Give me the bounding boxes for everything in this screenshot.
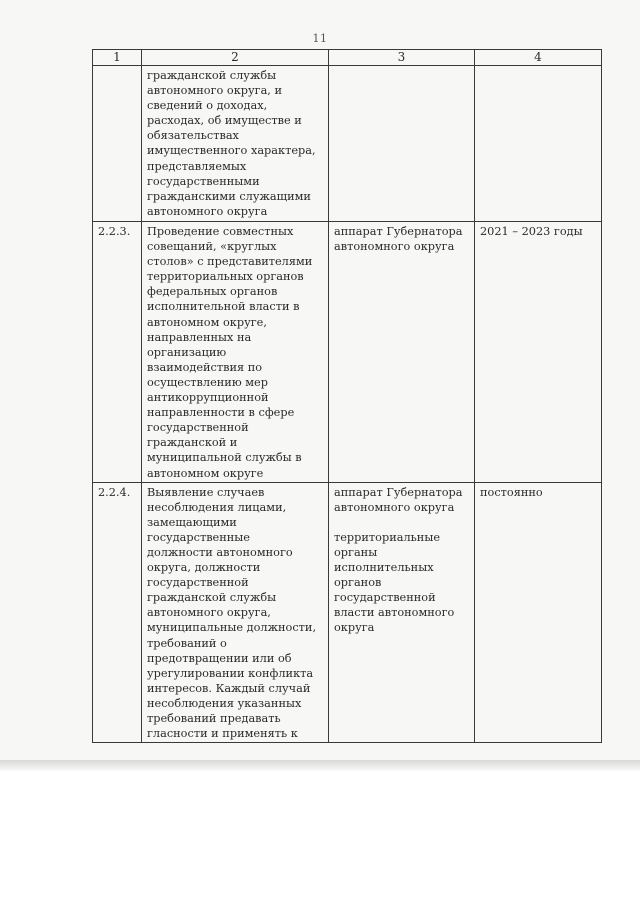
measure-text: Выявление случаев несоблюдения лицами, замещающими государственные должности автономного округа, должности государственной гражданской службы автономного округа, муниципальные должности, требований о предотвращении или об урегулировании конфликта интересов. Каждый случай несоблюдения указанных требований предавать гласности и применять к	[142, 482, 329, 743]
column-header: 1	[93, 50, 142, 66]
table-header-row	[93, 50, 602, 66]
item-number: 2.2.4.	[93, 482, 142, 743]
executor-text: аппарат Губернатора автономного округа	[334, 485, 463, 514]
measure-text: гражданской службы автономного округа, и сведений о доходах, расходах, об имуществе и обязательствах имущественного характера, представляемых государственными гражданскими служащими автономного округа	[142, 66, 329, 222]
column-header: 4	[475, 50, 602, 66]
table-row	[93, 482, 602, 743]
executor-text	[329, 66, 475, 222]
executor-cell	[329, 482, 475, 743]
executor-extra-text: территориальные органы исполнительных органов государственной власти автономного округа	[334, 530, 455, 635]
item-number: 2.2.3.	[93, 222, 142, 483]
term-text: 2021 – 2023 годы	[475, 222, 602, 483]
term-text	[475, 66, 602, 222]
measure-text: Проведение совместных совещаний, «круглых столов» с представителями территориальных органов федеральных органов исполнительной власти в автономном округе, направленных на организацию взаимодействия по осуществлению мер антикоррупционной направленности в сфере государственной гражданской и муниципальной службы в автономном округе	[142, 222, 329, 483]
term-text: постоянно	[475, 482, 602, 743]
column-header: 2	[142, 50, 329, 66]
table-row	[93, 66, 602, 222]
spacer	[334, 515, 470, 530]
table-row	[93, 222, 602, 483]
page-number: 11	[312, 32, 328, 45]
page-bottom-edge	[0, 760, 640, 772]
measures-table	[92, 49, 602, 743]
column-header: 3	[329, 50, 475, 66]
item-number	[93, 66, 142, 222]
executor-text: аппарат Губернатора автономного округа	[329, 222, 475, 483]
